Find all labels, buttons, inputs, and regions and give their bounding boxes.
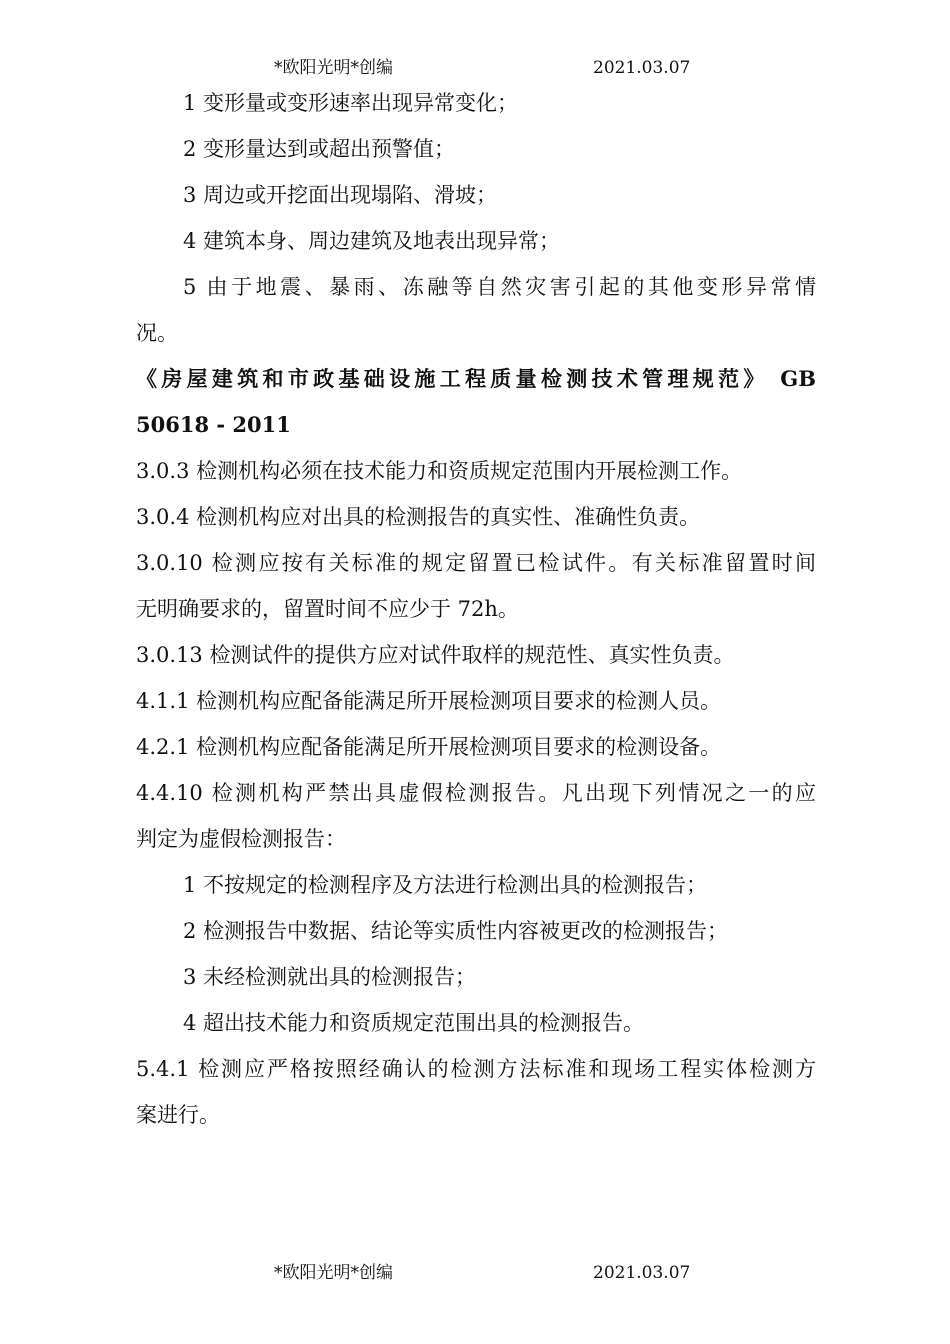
clause-4-2-1: 4.2.1 检测机构应配备能满足所开展检测项目要求的检测设备。 — [136, 735, 722, 759]
list-item: 4 超出技术能力和资质规定范围出具的检测报告。 — [183, 1011, 645, 1035]
list-item: 3 周边或开挖面出现塌陷、滑坡； — [183, 183, 498, 207]
clause-3-0-10-continuation: 无明确要求的，留置时间不应少于 72h。 — [136, 597, 519, 621]
clause-4-4-10: 4.4.10 检测机构严禁出具虚假检测报告。凡出现下列情况之一的应 — [136, 781, 816, 805]
clause-5-4-1-continuation: 案进行。 — [136, 1103, 220, 1127]
list-item-continuation: 况。 — [136, 321, 178, 345]
standard-title — [136, 356, 816, 448]
footer-date: 2021.03.07 — [593, 1263, 691, 1283]
list-item: 1 不按规定的检测程序及方法进行检测出具的检测报告； — [183, 873, 708, 897]
clause-3-0-13: 3.0.13 检测试件的提供方应对试件取样的规范性、真实性负责。 — [136, 643, 735, 667]
list-item: 5 由于地震、暴雨、冻融等自然灾害引起的其他变形异常情 — [183, 275, 816, 299]
footer-author: *欧阳光明*创编 — [274, 1263, 393, 1283]
list-item: 2 变形量达到或超出预警值； — [183, 137, 456, 161]
list-item: 4 建筑本身、周边建筑及地表出现异常； — [183, 229, 561, 253]
clause-3-0-3: 3.0.3 检测机构必须在技术能力和资质规定范围内开展检测工作。 — [136, 459, 743, 483]
clause-5-4-1: 5.4.1 检测应严格按照经确认的检测方法标准和现场工程实体检测方 — [136, 1057, 816, 1081]
clause-3-0-10: 3.0.10 检测应按有关标准的规定留置已检试件。有关标准留置时间 — [136, 551, 816, 575]
header-date: 2021.03.07 — [593, 58, 691, 78]
list-item: 1 变形量或变形速率出现异常变化； — [183, 91, 519, 115]
list-item: 2 检测报告中数据、结论等实质性内容被更改的检测报告； — [183, 919, 729, 943]
standard-title-line: 50618 - 2011 — [136, 412, 291, 437]
standard-title-line: 《房屋建筑和市政基础设施工程质量检测技术管理规范》 GB — [136, 366, 816, 391]
clause-4-1-1: 4.1.1 检测机构应配备能满足所开展检测项目要求的检测人员。 — [136, 689, 722, 713]
list-item: 3 未经检测就出具的检测报告； — [183, 965, 477, 989]
page-footer — [0, 1261, 950, 1285]
page-header — [0, 56, 950, 80]
clause-3-0-4: 3.0.4 检测机构应对出具的检测报告的真实性、准确性负责。 — [136, 505, 701, 529]
header-author: *欧阳光明*创编 — [274, 58, 393, 78]
document-body — [136, 80, 816, 1138]
clause-4-4-10-continuation: 判定为虚假检测报告： — [136, 827, 346, 851]
